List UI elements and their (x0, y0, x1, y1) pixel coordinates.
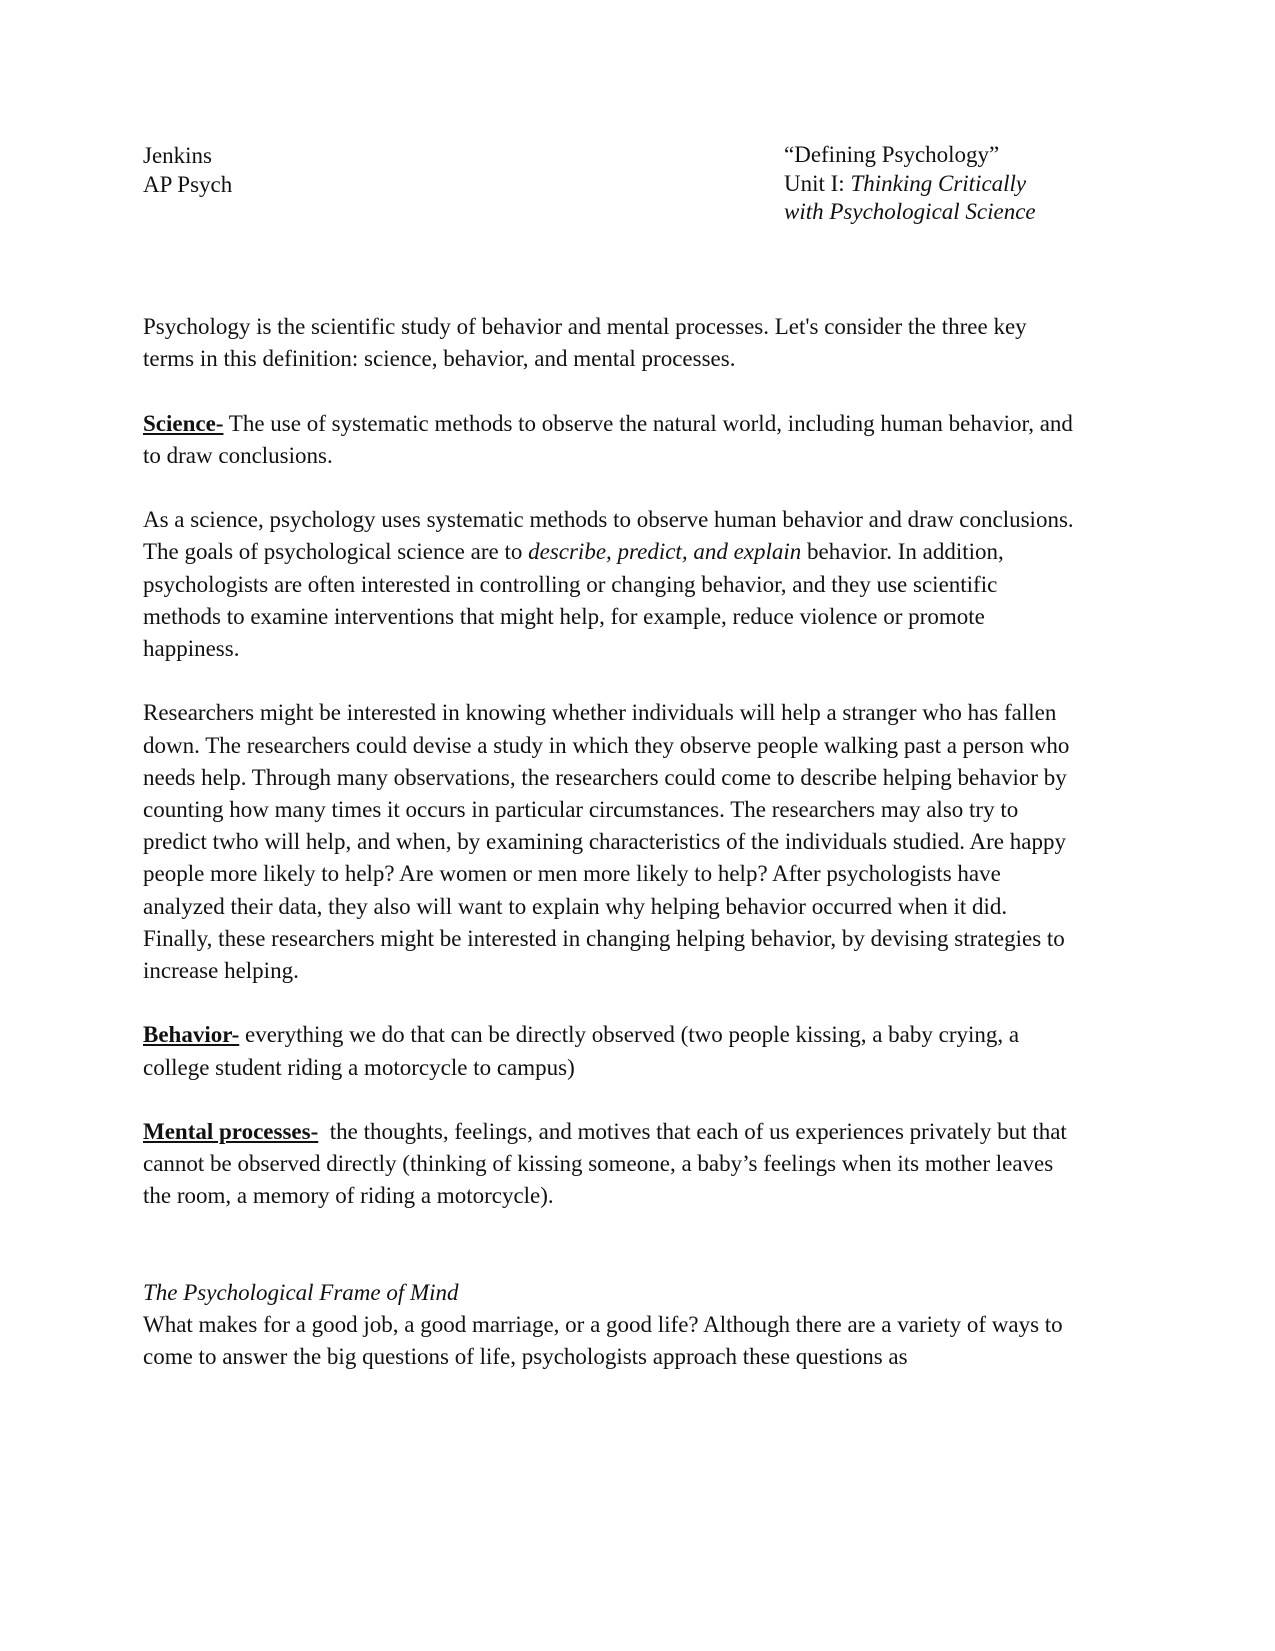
goals-paragraph (143, 504, 1078, 665)
intro-paragraph: Psychology is the scientific study of behavior and mental processes. Let's consider the three key terms in this definition: science, behavior, and mental processes. (143, 314, 1027, 372)
goals-emphasis: describe, predict, and explain (528, 539, 802, 565)
unit-title-line1: Thinking Critically (850, 170, 1027, 196)
goals-text-before: As a science, psychology uses systematic methods to observe human behavior and draw conclusions. The goals of psychological science are to (143, 507, 1074, 565)
goals-text-after: behavior. In addition, psychologists are often interested in controlling or changing behavior, and they use scientific methods to examine interventions that might help, for example, reduce violence or promote happiness. (143, 539, 1004, 661)
section-title: The Psychological Frame of Mind (143, 1279, 459, 1305)
mental-processes-definition (143, 1116, 1078, 1213)
unit-line (784, 170, 1204, 199)
document-body (143, 311, 1078, 1373)
document-title: “Defining Psychology” (784, 142, 1000, 167)
header-right (784, 141, 1204, 227)
behavior-term: Behavior- (143, 1022, 240, 1048)
science-text: The use of systematic methods to observe the natural world, including human behavior, and to draw conclusions. (143, 410, 1073, 468)
behavior-definition (143, 1019, 1078, 1083)
unit-title-line2: with Psychological Science (784, 199, 1036, 224)
mental-processes-text: the thoughts, feelings, and motives that each of us experiences privately but that cannot be observed directly (thinking of kissing someone, a baby’s feelings when its mother leaves the room, a memory of riding a motorcycle). (143, 1119, 1073, 1209)
science-definition (143, 408, 1078, 472)
example-paragraph: Researchers might be interested in knowing whether individuals will help a stranger who has fallen down. The researchers could devise a study in which they observe people walking past a person who needs help. Through many observations, the researchers could come to describe helping behavior by counting how many times it occurs in particular circumstances. The researchers may also try to predict twho will help, and when, by examining characteristics of the individuals studied. Are happy people more likely to help? Are women or men more likely to help? After psychologists have analyzed their data, they also will want to explain why helping behavior occurred when it did. Finally, these researchers might be interested in changing helping behavior, by devising strategies to increase helping. (143, 700, 1070, 984)
science-term: Science- (143, 410, 224, 436)
header-left (143, 141, 232, 199)
behavior-text: everything we do that can be directly observed (two people kissing, a baby crying, a college student riding a motorcycle to campus) (143, 1022, 1020, 1080)
unit-prefix: Unit I: (784, 170, 851, 196)
section-paragraph: What makes for a good job, a good marriage, or a good life? Although there are a variety of ways to come to answer the big questions of life, psychologists approach these questions as (143, 1311, 1063, 1370)
mental-processes-term: Mental processes- (143, 1119, 319, 1144)
author-name: Jenkins (143, 143, 212, 168)
course-name: AP Psych (143, 172, 233, 197)
